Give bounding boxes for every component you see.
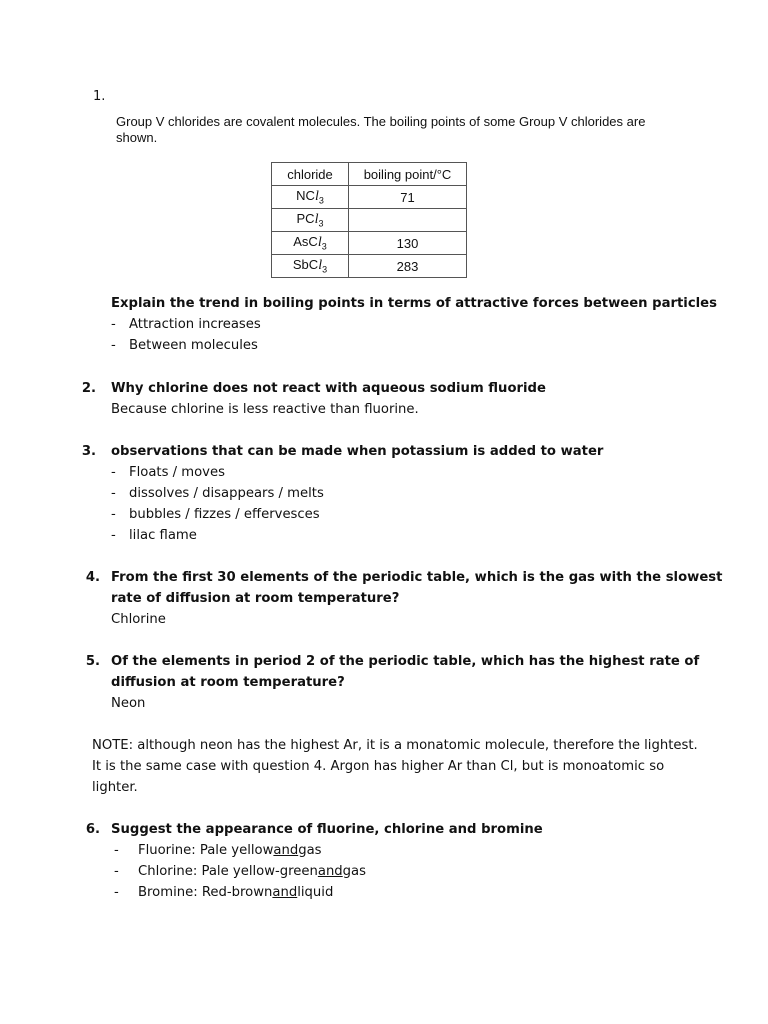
question-6-text: Suggest the appearance of fluorine, chlorine and bromine xyxy=(111,822,543,837)
table-header-chloride: chloride xyxy=(272,163,349,186)
question-4-text-line1: From the first 30 elements of the periodic table, which is the gas with the slowest xyxy=(111,570,723,585)
table-header-row xyxy=(272,163,467,186)
question-1-image xyxy=(116,114,645,146)
chloride-cell: PCl$_3$ xyxy=(272,209,349,232)
question-6-number: 6. xyxy=(85,822,100,837)
question-2-text: Why chlorine does not react with aqueous sodium fluoride xyxy=(111,381,546,396)
question-3-text: observations that can be made when potassium is added to water xyxy=(111,444,604,459)
question-2-answer: Because chlorine is less reactive than fluorine. xyxy=(111,402,419,417)
question-1-number: 1. xyxy=(93,89,106,104)
note-line2: It is the same case with question 4. Argon has higher Ar than Cl, but is monoatomic so xyxy=(92,759,665,774)
list-item: - Attraction increases xyxy=(111,317,261,332)
boiling-point-cell: 283 xyxy=(349,255,467,278)
chloride-cell: SbCl$_3$ xyxy=(272,255,349,278)
question-2-number: 2. xyxy=(81,381,96,396)
question-4-answer: Chlorine xyxy=(111,612,166,627)
table-row xyxy=(272,209,467,232)
boiling-point-cell: 71 xyxy=(349,186,467,209)
question-3-number: 3. xyxy=(81,444,96,459)
list-item: - dissolves / disappears / melts xyxy=(111,486,324,501)
question-5-number: 5. xyxy=(85,654,100,669)
chloride-cell: NCl$_3$ xyxy=(272,186,349,209)
list-item: - bubbles / fizzes / effervesces xyxy=(111,507,320,522)
boiling-point-table xyxy=(271,162,467,278)
boiling-point-cell xyxy=(349,209,467,232)
question-4-text-line2: rate of diffusion at room temperature? xyxy=(111,591,400,606)
question-5-text-line1: Of the elements in period 2 of the periodic table, which has the highest rate of xyxy=(111,654,700,669)
note-line3: lighter. xyxy=(92,780,138,795)
boiling-point-cell: 130 xyxy=(349,232,467,255)
question-4-number: 4. xyxy=(85,570,100,585)
list-item: - Chlorine: Pale yellow-green and gas xyxy=(114,864,366,879)
list-item: - lilac flame xyxy=(111,528,197,543)
question-1-intro-line1: Group V chlorides are covalent molecules. The boiling points of some Group V chlorides are xyxy=(116,114,646,129)
table-row xyxy=(272,186,467,209)
chloride-cell: AsCl$_3$ xyxy=(272,232,349,255)
table-row xyxy=(272,232,467,255)
question-1-text: Explain the trend in boiling points in terms of attractive forces between particles xyxy=(111,296,717,311)
list-item: - Floats / moves xyxy=(111,465,225,480)
question-1-intro-line2: shown. xyxy=(116,130,158,145)
note-line1: NOTE: although neon has the highest Ar, it is a monatomic molecule, therefore the lightest. xyxy=(92,738,698,753)
list-item: - Between molecules xyxy=(111,338,258,353)
question-5-text-line2: diffusion at room temperature? xyxy=(111,675,345,690)
table-header-boiling-point: boiling point/°C xyxy=(349,163,467,186)
table-row xyxy=(272,255,467,278)
question-5-answer: Neon xyxy=(111,696,146,711)
list-item: - Bromine: Red-brown and liquid xyxy=(114,885,334,900)
list-item: - Fluorine: Pale yellow and gas xyxy=(114,843,322,858)
